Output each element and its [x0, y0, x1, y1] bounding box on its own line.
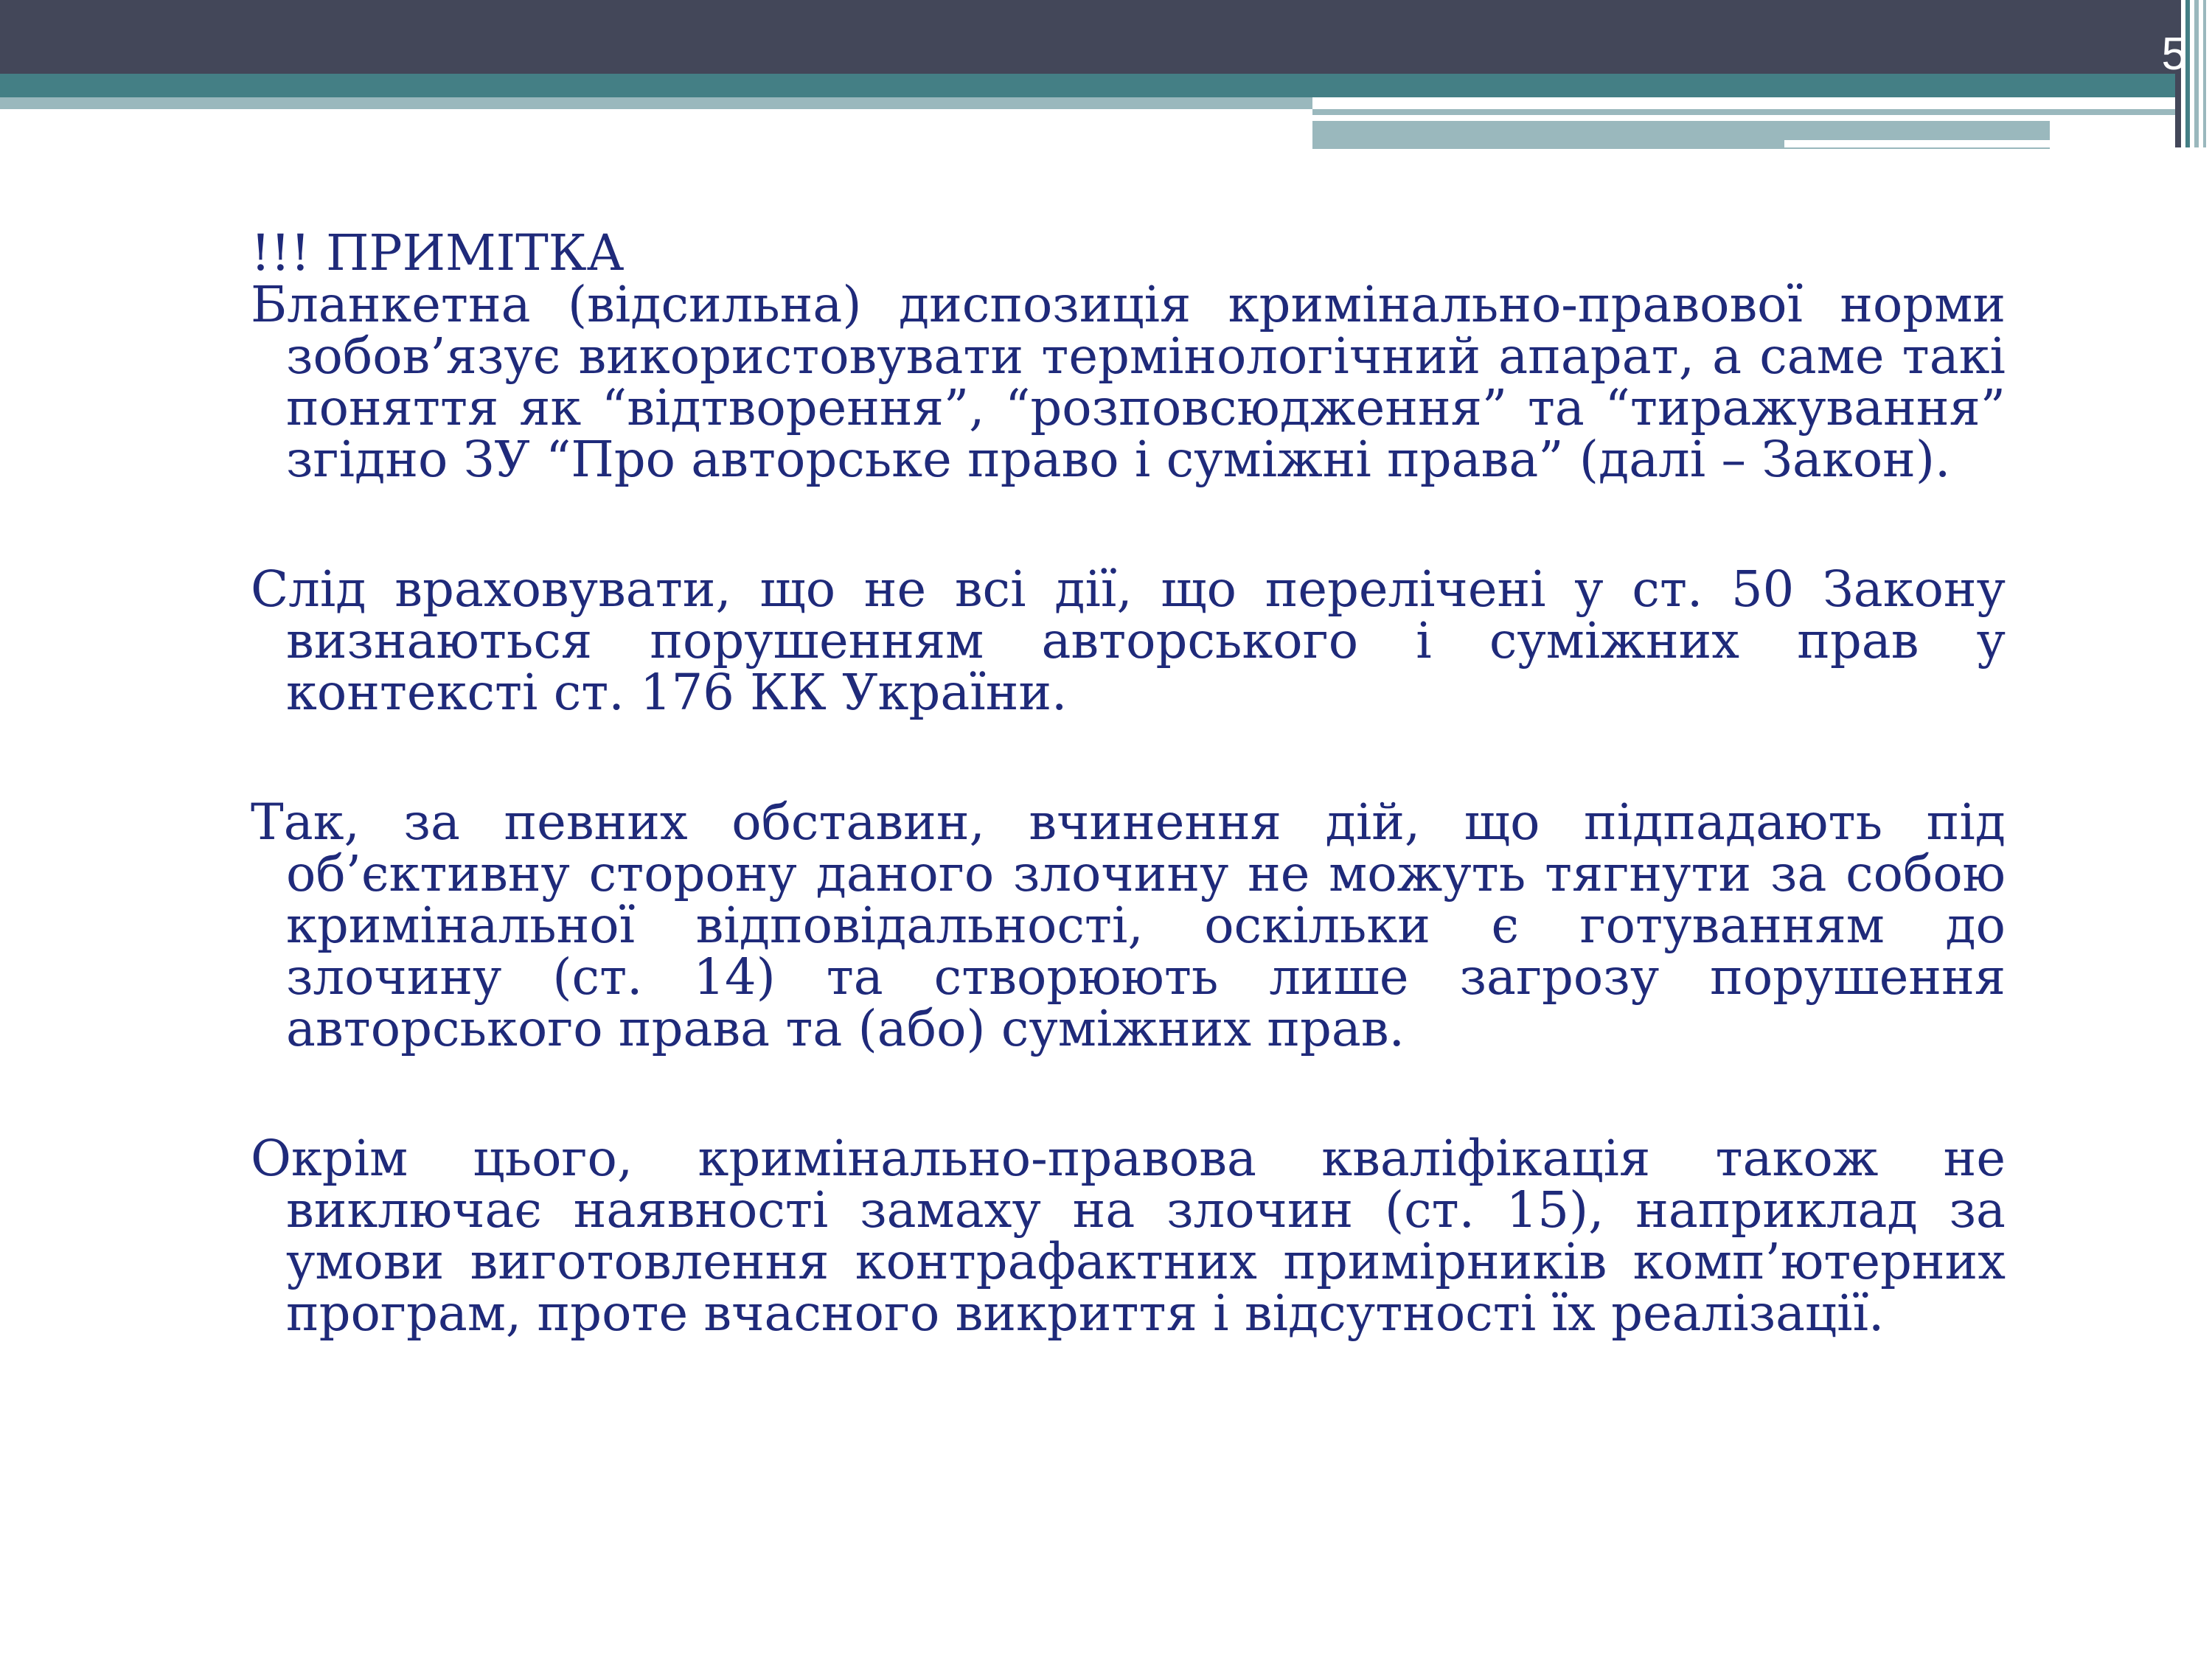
slide-number: 5: [2161, 29, 2187, 80]
header-band-light: [0, 97, 1312, 109]
header-band-separator: [1312, 115, 2050, 121]
slide-content: [251, 224, 2006, 1342]
paragraph: Слід враховувати, що не всі дії, що перелічені у ст. 50 Закону визнаються порушенням авторського і суміжних прав у контексті ст. 176 КК України.: [251, 560, 2006, 721]
stripe: [2203, 0, 2206, 147]
note-title: !!! ПРИМІТКА: [251, 224, 625, 282]
stripe: [2194, 0, 2199, 147]
paragraph: Бланкетна (відсильна) диспозиція кримінально-правової норми зобов’язує використовувати термінологічний апарат, а саме такі поняття як “відтворення”, “розповсюдження” та “тиражування” згідно ЗУ “Про авторське право і суміжні права” (далі – Закон).: [251, 276, 2006, 488]
header-band-teal: [0, 74, 2175, 97]
header-band-light-upper: [1312, 109, 2175, 115]
header-band-dark: [0, 0, 2212, 74]
paragraph: Окрім цього, кримінально-правова кваліфікація також не виключає наявності замаху на злочин (ст. 15), наприклад за умови виготовлення контрафактних примірників комп’ютерних програм, проте вчасного викриття і відсутності їх реалізації.: [251, 1130, 2006, 1342]
paragraph: Так, за певних обставин, вчинення дій, що підпадають під об’єктивну сторону даного злочину не можуть тягнути за собою кримінальної відповідальності, оскільки є готуванням до злочину (ст. 14) та створюють лише загрозу порушення авторського права та (або) суміжних прав.: [251, 793, 2006, 1057]
header-band-thin-line: [1784, 140, 2175, 147]
